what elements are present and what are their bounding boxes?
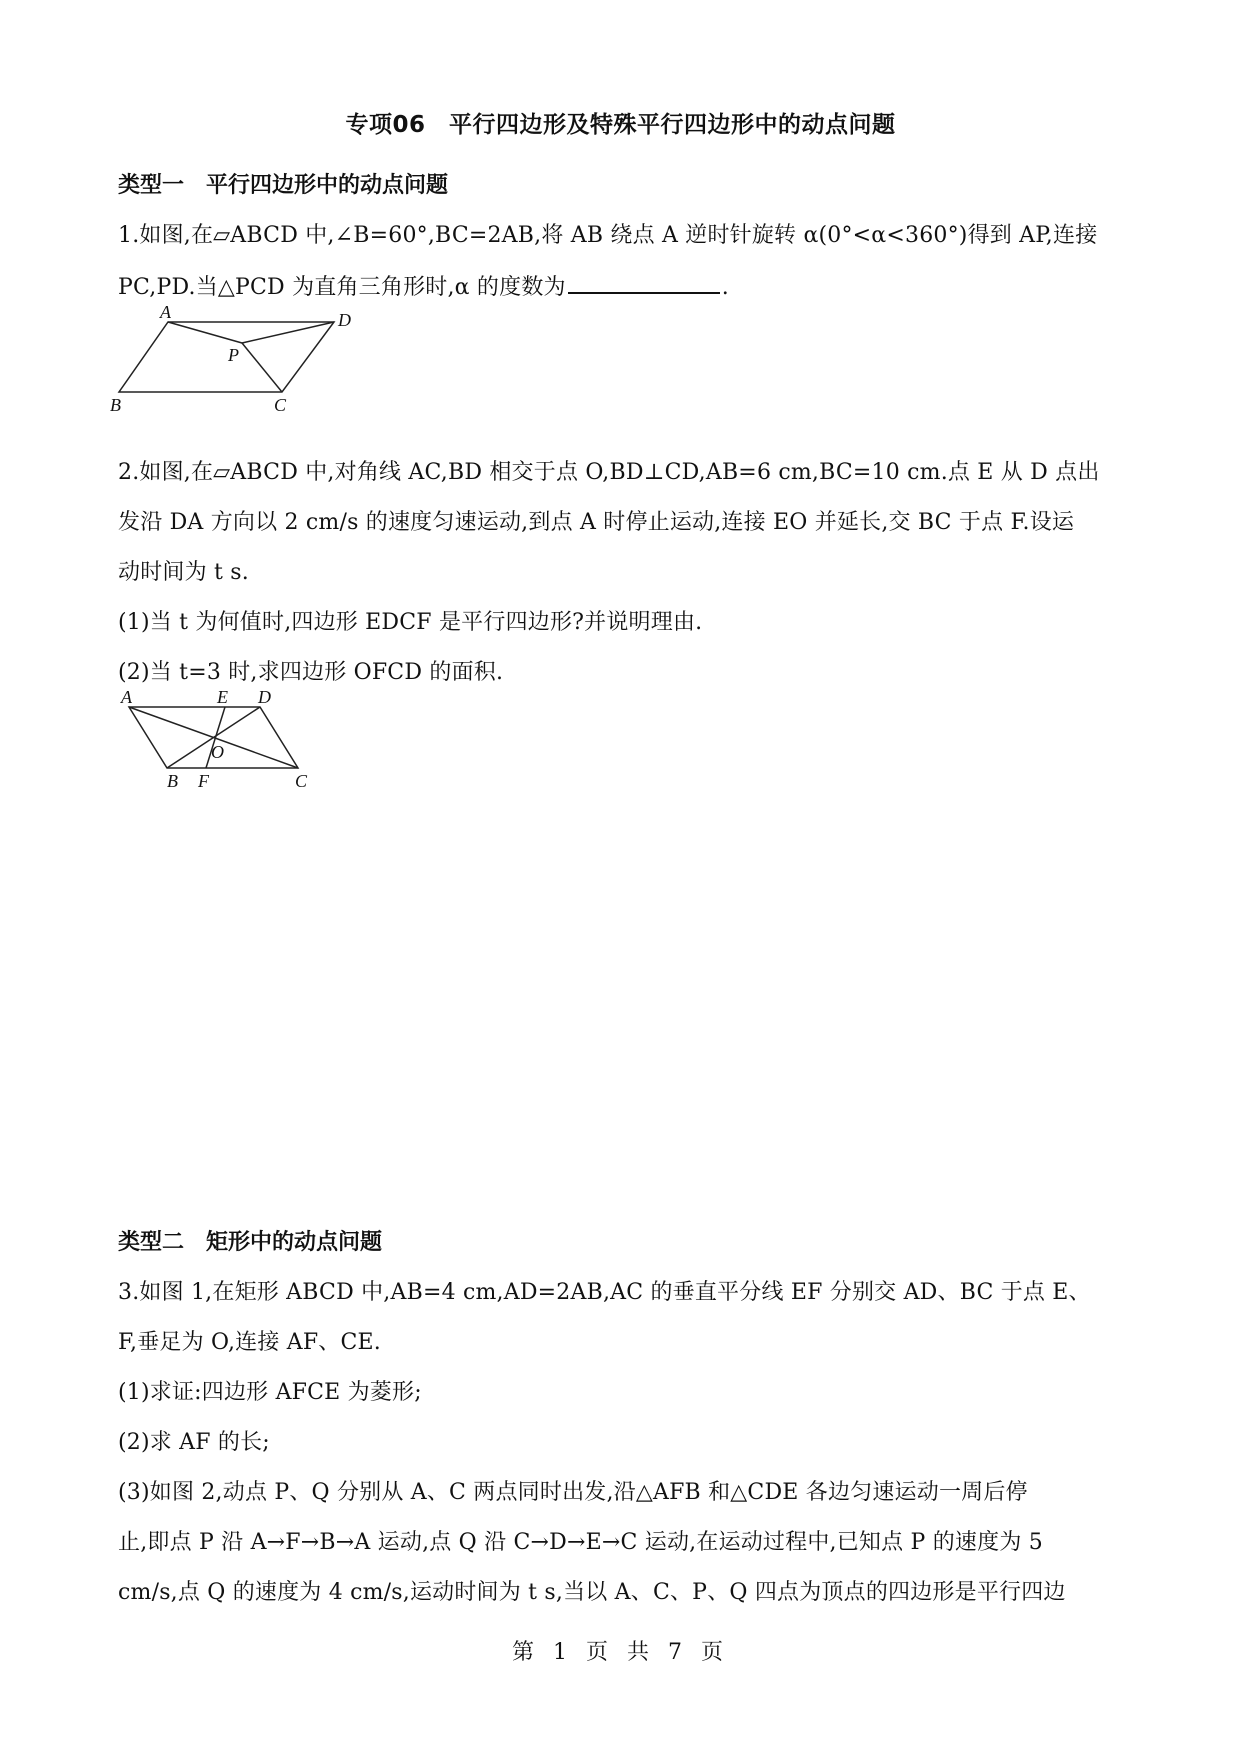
- label-p: P: [228, 345, 239, 365]
- label-b: B: [110, 395, 121, 415]
- label-a: A: [160, 305, 171, 322]
- page-title: 专项06 平行四边形及特殊平行四边形中的动点问题: [345, 112, 896, 138]
- q3-sub2: (2)求 AF 的长;: [118, 1430, 270, 1455]
- q1-line2-end: .: [721, 275, 729, 300]
- q2-sub2: (2)当 t=3 时,求四边形 OFCD 的面积.: [118, 660, 504, 685]
- q3-line1: 3.如图 1,在矩形 ABCD 中,AB=4 cm,AD=2AB,AC 的垂直平分线 EF 分别交 AD、BC 于点 E、: [118, 1280, 1091, 1305]
- q1-figure: [110, 305, 360, 415]
- q2-line2: 发沿 DA 方向以 2 cm/s 的速度匀速运动,到点 A 时停止运动,连接 EO 并延长,交 BC 于点 F.设运: [118, 510, 1075, 535]
- segment-pc: [242, 343, 282, 392]
- label-d: D: [338, 310, 351, 330]
- q3-sub3-line3: cm/s,点 Q 的速度为 4 cm/s,运动时间为 t s,当以 A、C、P、Q 四点为顶点的四边形是平行四边: [118, 1580, 1066, 1605]
- q3-sub3-line1: (3)如图 2,动点 P、Q 分别从 A、C 两点同时出发,沿△AFB 和△CDE 各边匀速运动一周后停: [118, 1480, 1028, 1505]
- q1-line2-text: PC,PD.当△PCD 为直角三角形时,α 的度数为: [118, 275, 566, 300]
- label-c: C: [274, 395, 287, 415]
- q3-line2: F,垂足为 O,连接 AF、CE.: [118, 1330, 381, 1355]
- parallelogram-abcd: [119, 322, 334, 392]
- label-a: A: [121, 688, 132, 707]
- section-heading-type1: 类型一 平行四边形中的动点问题: [118, 173, 449, 198]
- label-o: O: [211, 742, 224, 762]
- q2-line3: 动时间为 t s.: [118, 560, 249, 585]
- q2-sub1: (1)当 t 为何值时,四边形 EDCF 是平行四边形?并说明理由.: [118, 610, 703, 635]
- q3-sub3-line2: 止,即点 P 沿 A→F→B→A 运动,点 Q 沿 C→D→E→C 运动,在运动过程中,已知点 P 的速度为 5: [118, 1530, 1043, 1555]
- q2-figure: [115, 688, 320, 793]
- page-footer: 第 1 页 共 7 页: [512, 1640, 729, 1665]
- label-f: F: [198, 771, 209, 791]
- answer-blank: [568, 268, 720, 294]
- q2-line1: 2.如图,在▱ABCD 中,对角线 AC,BD 相交于点 O,BD⊥CD,AB=6 cm,BC=10 cm.点 E 从 D 点出: [118, 460, 1100, 485]
- label-e: E: [217, 688, 228, 707]
- label-d: D: [258, 688, 271, 707]
- q1-line2: [118, 268, 729, 301]
- q1-line1: 1.如图,在▱ABCD 中,∠B=60°,BC=2AB,将 AB 绕点 A 逆时针旋转 α(0°<α<360°)得到 AP,连接: [118, 223, 1098, 248]
- segment-ap: [168, 322, 242, 343]
- q3-sub1: (1)求证:四边形 AFCE 为菱形;: [118, 1380, 422, 1405]
- section-heading-type2: 类型二 矩形中的动点问题: [118, 1230, 383, 1255]
- label-c: C: [295, 771, 308, 791]
- label-b: B: [167, 771, 178, 791]
